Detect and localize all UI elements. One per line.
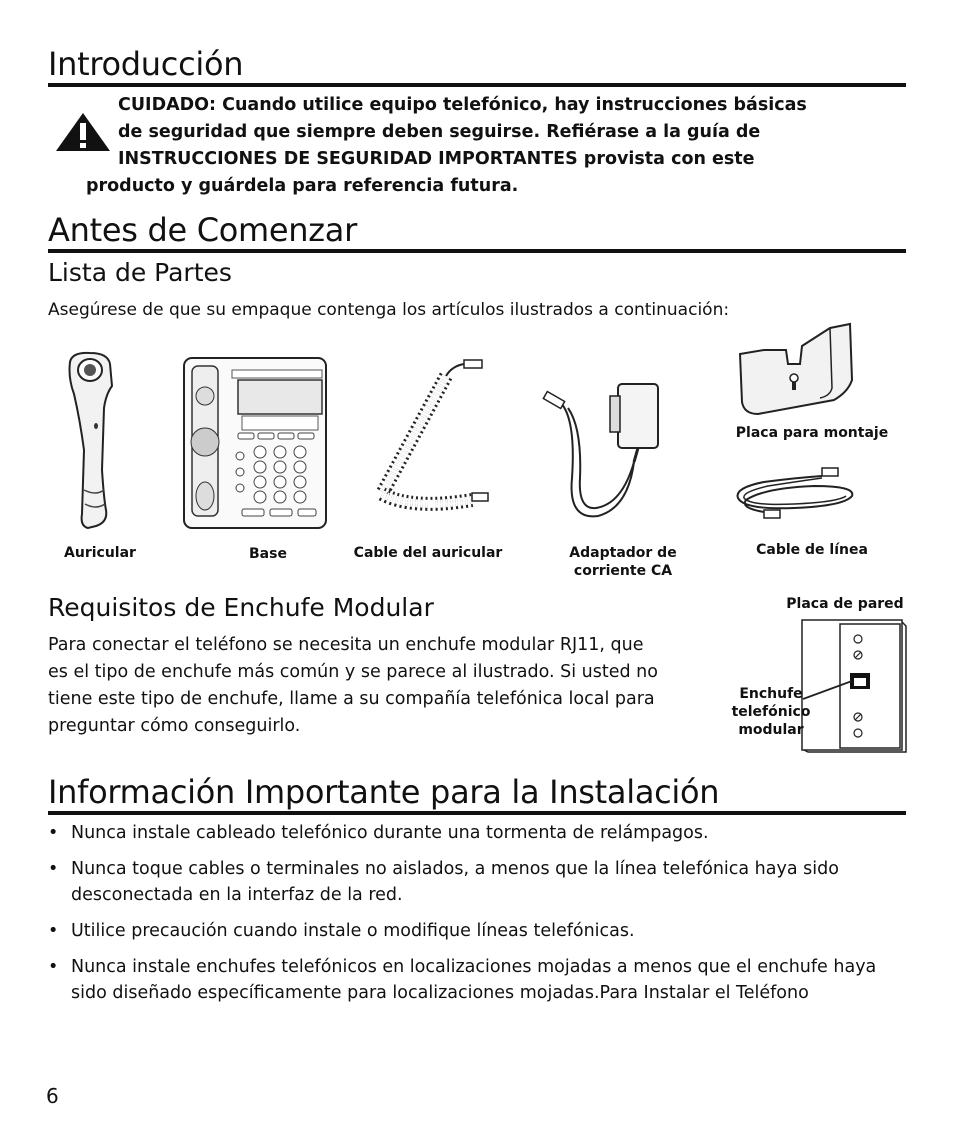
section-title-introduccion: Introducción (48, 45, 244, 83)
list-item (48, 918, 908, 944)
coil-cord-illustration (372, 354, 492, 526)
subtitle-lista-de-partes: Lista de Partes (48, 258, 232, 287)
bullet-icon: • (48, 859, 59, 879)
base-illustration (182, 356, 328, 530)
list-item (48, 954, 908, 1006)
jack-label-line: modular (738, 722, 804, 738)
section-rule (48, 83, 906, 87)
bullet-text: Nunca toque cables o terminales no aislados, a menos que la línea telefónica haya sido desconectada en la interfaz de la red. (71, 859, 839, 905)
wall-plate-label: Placa de pared (786, 596, 904, 612)
part-label-mount-plate: Placa para montaje (735, 425, 889, 441)
list-item (48, 856, 908, 908)
jack-label-line: Enchufe (739, 686, 803, 702)
part-label-adapter-line2: corriente CA (573, 563, 673, 579)
parts-intro: Asegúrese de que su empaque contenga los artículos ilustrados a continuación: (48, 300, 730, 320)
requisitos-line: es el tipo de enchufe más común y se parece al ilustrado. Si usted no (48, 662, 658, 682)
requisitos-line: preguntar cómo conseguirlo. (48, 716, 301, 736)
part-label-line-cord: Cable de línea (756, 542, 868, 558)
caution-line: INSTRUCCIONES DE SEGURIDAD IMPORTANTES provista con este (118, 149, 755, 169)
section-title-antes: Antes de Comenzar (48, 211, 357, 249)
wall-plate-illustration (800, 618, 910, 754)
ac-adapter-illustration (538, 378, 668, 526)
caution-line: producto y guárdela para referencia futura. (86, 176, 519, 196)
subtitle-requisitos: Requisitos de Enchufe Modular (48, 593, 434, 622)
list-item (48, 820, 908, 846)
caution-line: de seguridad que siempre deben seguirse. Refiérase a la guía de (118, 122, 761, 142)
section-rule (48, 249, 906, 253)
bullet-icon: • (48, 921, 59, 941)
bullet-icon: • (48, 823, 59, 843)
installation-bullet-list (48, 820, 908, 1016)
bullet-text: Nunca instale enchufes telefónicos en localizaciones mojadas a menos que el enchufe haya sido diseñado específicamente para localizaciones mojadas.Para Instalar el Teléfono (71, 957, 877, 1003)
part-label-adapter-line1: Adaptador de (569, 545, 677, 561)
section-title-instalacion: Información Importante para la Instalación (48, 773, 720, 811)
page-number: 6 (46, 1084, 59, 1108)
bullet-text: Nunca instale cableado telefónico durante una tormenta de relámpagos. (71, 823, 709, 843)
caution-line: CUIDADO: Cuando utilice equipo telefónico, hay instrucciones básicas (118, 95, 807, 115)
requisitos-line: tiene este tipo de enchufe, llame a su compañía telefónica local para (48, 689, 655, 709)
part-label-base: Base (249, 546, 287, 562)
line-cord-illustration (734, 466, 858, 528)
part-label-coil-cord: Cable del auricular (353, 545, 503, 561)
handset-illustration (60, 350, 132, 532)
section-rule (48, 811, 906, 815)
requisitos-line: Para conectar el teléfono se necesita un enchufe modular RJ11, que (48, 635, 644, 655)
warning-icon (54, 111, 112, 153)
bullet-icon: • (48, 957, 59, 977)
mounting-plate-illustration (736, 322, 856, 418)
jack-label-line: telefónico (731, 704, 811, 720)
part-label-handset: Auricular (64, 545, 136, 561)
bullet-text: Utilice precaución cuando instale o modifique líneas telefónicas. (71, 921, 635, 941)
